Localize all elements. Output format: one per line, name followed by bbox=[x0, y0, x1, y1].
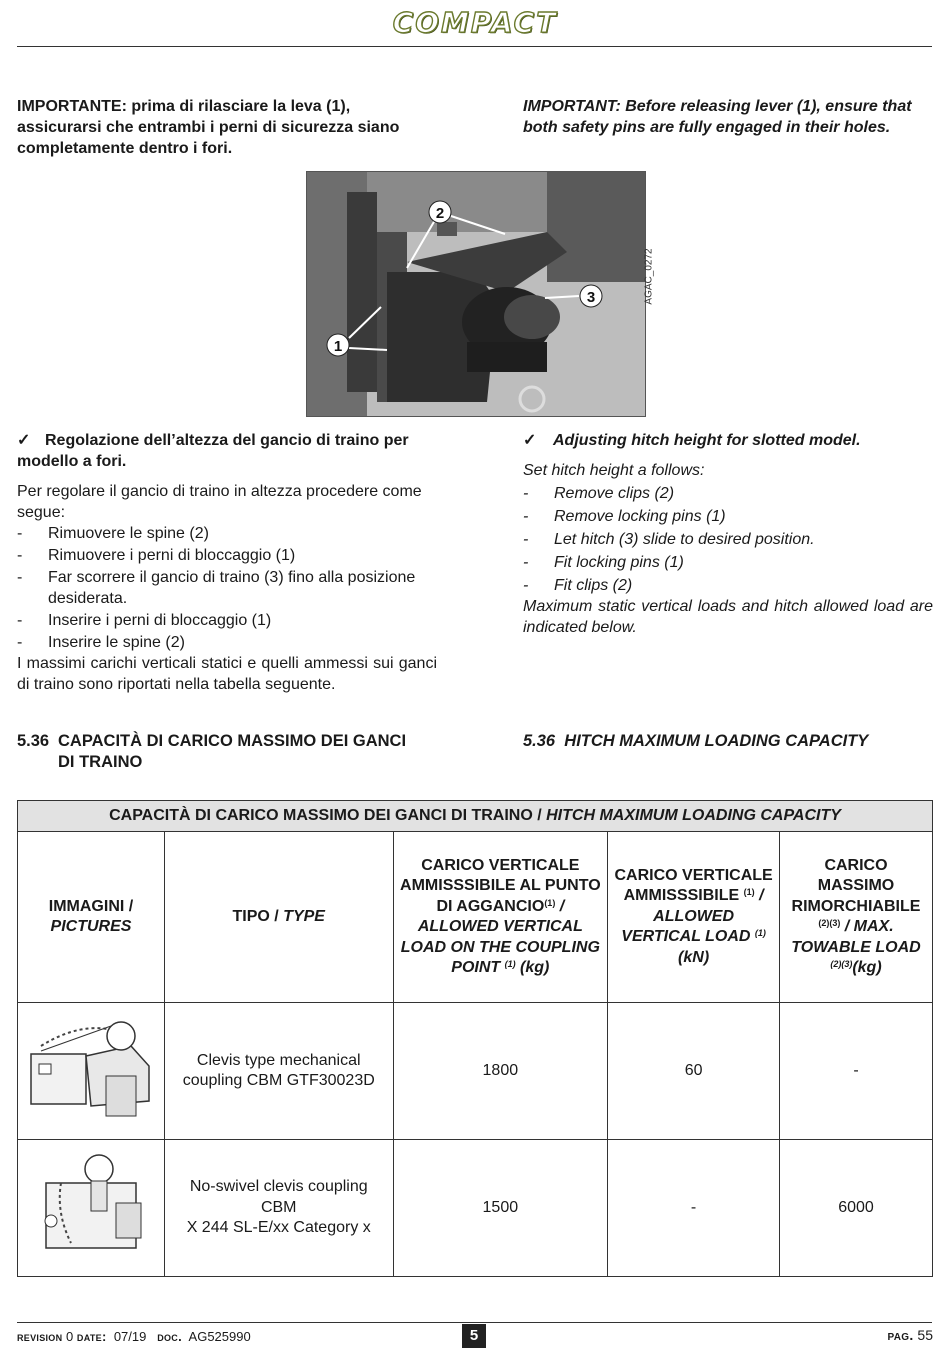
section-heading-it: 5.36 CAPACITÀ DI CARICO MASSIMO DEI GANCI DI TRAINO bbox=[17, 732, 407, 771]
coupling-type: No-swivel clevis coupling CBM X 244 SL-E/xx Category x bbox=[164, 1140, 393, 1277]
coupling-type: Clevis type mechanical coupling CBM GTF30023D bbox=[164, 1003, 393, 1140]
header-vertical-load-kn: CARICO VERTICALE AMMISSSIBILE $^{(1)}$ / ALLOWED VERTICAL LOAD $^{(1)}$ (kN) bbox=[608, 832, 780, 1003]
callout-1: 1 bbox=[333, 338, 343, 355]
list-item: - Rimuovere le spine (2) bbox=[17, 525, 209, 542]
adjust-section-it bbox=[17, 430, 437, 695]
adjust-section-en bbox=[523, 430, 933, 638]
callout-2: 2 bbox=[435, 205, 445, 222]
brand-logo: COMPACT bbox=[392, 6, 558, 39]
adjust-title-en: ✓ Adjusting hitch height for slotted model. bbox=[523, 432, 861, 449]
list-item: - Let hitch (3) slide to desired position. bbox=[523, 531, 815, 548]
vertical-load-kg: 1500 bbox=[393, 1140, 608, 1277]
section-number-badge: 5 bbox=[462, 1324, 486, 1348]
header-vertical-load-kg: CARICO VERTICALE AMMISSSIBILE AL PUNTO DI AGGANCIO$^{(1)}$ / ALLOWED VERTICAL LOAD ON THE COUPLING POINT $^{(1)}$ (kg) bbox=[393, 832, 608, 1003]
list-item: - Remove clips (2) bbox=[523, 485, 675, 502]
list-item: - Fit clips (2) bbox=[523, 577, 633, 594]
table-title: CAPACITÀ DI CARICO MASSIMO DEI GANCI DI TRAINO / HITCH MAXIMUM LOADING CAPACITY bbox=[18, 801, 933, 832]
list-item: - Rimuovere i perni di bloccaggio (1) bbox=[17, 547, 296, 564]
header-towable-load: CARICO MASSIMO RIMORCHIABILE $^{(2)(3)}$ / MAX. TOWABLE LOAD $^{(2)(3)}$(kg) bbox=[780, 832, 933, 1003]
important-note-it: IMPORTANTE: prima di rilasciare la leva (1), assicurarsi che entrambi i perni di sicurezza siano completamente dentro i fori. bbox=[17, 98, 400, 157]
adjust-title-it: ✓ Regolazione dell’altezza del gancio di traino per modello a fori. bbox=[17, 432, 409, 470]
header-type: TIPO / TYPE bbox=[164, 832, 393, 1003]
header-rule bbox=[17, 46, 932, 47]
table-row bbox=[18, 1003, 933, 1140]
check-icon: ✓ bbox=[17, 432, 31, 449]
section-heading-en: 5.36 HITCH MAXIMUM LOADING CAPACITY bbox=[523, 732, 869, 750]
check-icon: ✓ bbox=[523, 432, 537, 449]
adjust-intro-it: Per regolare il gancio di traino in altezza procedere come segue: bbox=[17, 483, 422, 521]
adjust-outro-en: Maximum static vertical loads and hitch allowed load are indicated below. bbox=[523, 598, 933, 636]
important-note-en: IMPORTANT: Before releasing lever (1), ensure that both safety pins are fully engaged in their holes. bbox=[523, 98, 912, 136]
table-header-row bbox=[18, 832, 933, 1003]
capacity-table bbox=[17, 800, 933, 1277]
list-item: - Inserire le spine (2) bbox=[17, 634, 185, 651]
coupling-picture bbox=[18, 1003, 165, 1140]
adjust-intro-en: Set hitch height a follows: bbox=[523, 462, 705, 479]
list-item: - Inserire i perni di bloccaggio (1) bbox=[17, 612, 272, 629]
adjust-outro-it: I massimi carichi verticali statici e quelli ammessi sui ganci di traino sono riportati nella tabella seguente. bbox=[17, 655, 437, 693]
vertical-load-kg: 1800 bbox=[393, 1003, 608, 1140]
footer-doc-info: revision 0 date: 07/19 doc. AG525990 bbox=[17, 1329, 251, 1344]
photo-code: AGAC_0272 bbox=[643, 248, 655, 305]
hitch-photo bbox=[306, 171, 646, 417]
coupling-picture bbox=[18, 1140, 165, 1277]
footer-rule bbox=[17, 1322, 932, 1323]
page-number: pag. 55 bbox=[887, 1327, 933, 1343]
towable-load: 6000 bbox=[780, 1140, 933, 1277]
callout-3: 3 bbox=[586, 289, 596, 306]
vertical-load-kn: - bbox=[608, 1140, 780, 1277]
towable-load: - bbox=[780, 1003, 933, 1140]
list-item: - Fit locking pins (1) bbox=[523, 554, 684, 571]
list-item: - Far scorrere il gancio di traino (3) fino alla posizione desiderata. bbox=[17, 569, 416, 607]
list-item: - Remove locking pins (1) bbox=[523, 508, 726, 525]
table-row bbox=[18, 1140, 933, 1277]
vertical-load-kn: 60 bbox=[608, 1003, 780, 1140]
header-pictures: IMMAGINI / PICTURES bbox=[18, 832, 165, 1003]
